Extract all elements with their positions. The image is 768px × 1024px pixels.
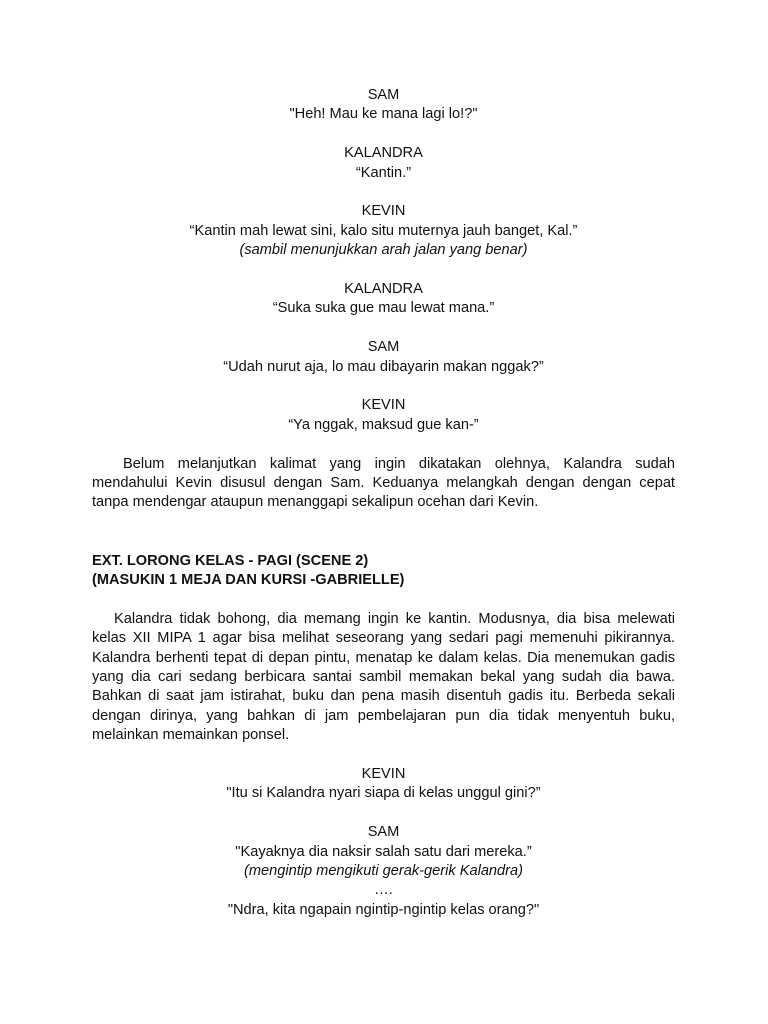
- character-name: SAM: [367, 339, 400, 356]
- dialogue-block-kalandra-2: [92, 280, 675, 319]
- scene-heading: EXT. LORONG KELAS - PAGI (SCENE 2): [92, 552, 369, 569]
- character-name: SAM: [367, 87, 400, 103]
- dialogue-block-sam-3: [92, 823, 675, 920]
- character-name: KALANDRA: [344, 281, 423, 298]
- dialogue-line: “Ya nggak, maksud gue kan-”: [288, 416, 479, 433]
- dialogue-line: “Kantin mah lewat sini, kalo situ muternya jauh banget, Kal.”: [189, 222, 578, 239]
- dialogue-line-2: "Ndra, kita ngapain ngintip-ngintip kelas orang?": [227, 901, 540, 918]
- dialogue-block-sam-2: [92, 338, 675, 377]
- dialogue-line: “Kantin.”: [355, 164, 412, 181]
- dialogue-block-kevin-3: [92, 765, 675, 804]
- dialogue-block-kevin-1: [92, 202, 675, 260]
- dialogue-line: “Udah nurut aja, lo mau dibayarin makan nggak?”: [223, 358, 544, 375]
- dialogue-line: "Kayaknya dia naksir salah satu dari mereka.”: [235, 843, 532, 860]
- dialogue-line: “Suka suka gue mau lewat mana.”: [272, 300, 495, 317]
- action-paragraph-1: Belum melanjutkan kalimat yang ingin dikatakan olehnya, Kalandra sudah mendahului Kevin disusul dengan Sam. Keduanya melangkah dengan dengan cepat tanpa mendengar ataupun menanggapi sekalipun ocehan dari Kevin.: [92, 455, 675, 511]
- character-name: KEVIN: [361, 766, 406, 783]
- dialogue-block-kevin-2: [92, 396, 675, 435]
- ellipsis: ….: [374, 882, 393, 899]
- parenthetical: (sambil menunjukkan arah jalan yang benar): [239, 242, 528, 259]
- dialogue-block-kalandra-1: [92, 144, 675, 183]
- dialogue-line: "Heh! Mau ke mana lagi lo!?": [289, 106, 478, 123]
- parenthetical: (mengintip mengikuti gerak-gerik Kalandra): [243, 863, 524, 880]
- scene-note: (MASUKIN 1 MEJA DAN KURSI -GABRIELLE): [92, 572, 405, 589]
- dialogue-block-sam-1: [92, 86, 675, 125]
- action-paragraph-2: Kalandra tidak bohong, dia memang ingin ke kantin. Modusnya, dia bisa melewati kelas XII MIPA 1 agar bisa melihat seseorang yang sedari pagi memenuhi pikirannya. Kalandra berhenti tepat di depan pintu, menatap ke dalam kelas. Dia menemukan gadis yang dia cari sedang berbicara santai sambil memakan bekal yang sudah dia bawa. Bahkan di saat jam istirahat, buku dan pena masih disentuh gadis itu. Berbeda sekali dengan dirinya, yang bahkan di jam pembelajaran pun dia tidak menyentuh buku, melainkan memainkan ponsel.: [92, 610, 675, 744]
- script-page: [92, 86, 675, 920]
- character-name: KALANDRA: [344, 145, 423, 162]
- character-name: SAM: [367, 824, 400, 841]
- character-name: KEVIN: [361, 397, 406, 414]
- dialogue-line: "Itu si Kalandra nyari siapa di kelas unggul gini?”: [226, 785, 541, 802]
- character-name: KEVIN: [361, 203, 406, 220]
